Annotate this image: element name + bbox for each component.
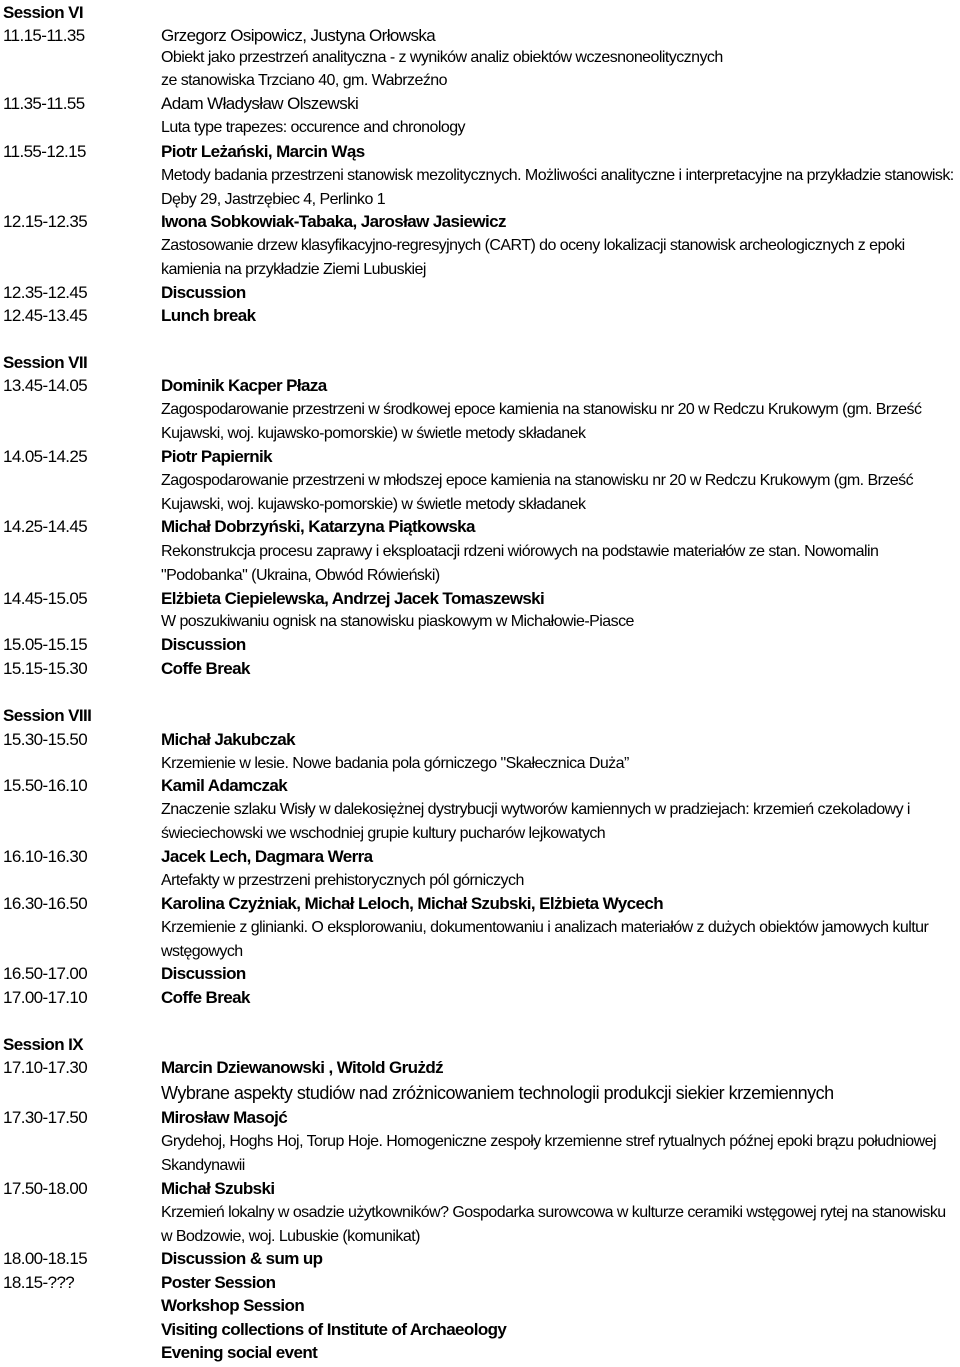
talk-authors: Michał Dobrzyński, Katarzyna Piątkowska	[161, 517, 475, 536]
talk-title: Artefakty w przestrzeni prehistorycznych pól górniczych	[161, 872, 524, 889]
time-slot: 16.10-16.30	[3, 847, 88, 866]
talk-title: Zagospodarowanie przestrzeni w młodszej epoce kamienia na stanowisku nr 20 w Redczu Krukowym (gm. Brześć Kujawski, woj. kujawsko-pomorskie) w świetle metody składanek	[161, 472, 914, 513]
talk-title: Znaczenie szlaku Wisły w dalekosiężnej dystrybucji wytworów kamiennych w pradziejach: krzemień czekoladowy i świeciechowski we wschodniej grupie kultury pucharów lejkowatych	[161, 801, 910, 842]
time-slot: 16.30-16.50	[3, 894, 88, 913]
break-label: Discussion & sum up	[161, 1249, 323, 1268]
talk-authors: Piotr Leżański, Marcin Wąs	[161, 142, 365, 161]
time-slot: 12.35-12.45	[3, 283, 88, 302]
talk-authors: Marcin Dziewanowski , Witold Grużdź	[161, 1058, 444, 1077]
talk-authors: Iwona Sobkowiak-Tabaka, Jarosław Jasiewicz	[161, 212, 506, 231]
talk-title-line: ze stanowiska Trzciano 40, gm. Wabrzeźno	[161, 72, 447, 89]
talk-authors: Jacek Lech, Dagmara Werra	[161, 847, 373, 866]
time-slot: 14.45-15.05	[3, 589, 88, 608]
time-slot: 11.55-12.15	[3, 142, 86, 161]
talk-authors: Karolina Czyżniak, Michał Leloch, Michał Szubski, Elżbieta Wycech	[161, 894, 664, 913]
session-heading: Session VI	[3, 3, 83, 22]
time-slot: 11.35-11.55	[3, 94, 85, 113]
talk-title: Metody badania przestrzeni stanowisk mezolitycznych. Możliwości analityczne i interpretacyjne na przykładzie stanowisk: Dęby 29, Jastrzębiec 4, Perlinko 1	[161, 167, 954, 208]
break-label: Discussion	[161, 635, 246, 654]
talk-authors: Piotr Papiernik	[161, 447, 272, 466]
talk-authors: Dominik Kacper Płaza	[161, 376, 327, 395]
talk-title: Krzemienie z glinianki. O eksplorowaniu, dokumentowaniu i analizach materiałów z dużych obiektów jamowych kultur wstęgowych	[161, 919, 929, 960]
event-label: Poster Session	[161, 1273, 276, 1292]
time-slot: 14.25-14.45	[3, 517, 88, 536]
time-slot: 13.45-14.05	[3, 376, 88, 395]
session-heading: Session IX	[3, 1035, 83, 1054]
time-slot: 12.45-13.45	[3, 306, 88, 325]
time-slot: 18.15-???	[3, 1273, 75, 1292]
talk-title: Grydehoj, Hoghs Hoj, Torup Hoje. Homogeniczne zespoły krzemienne stref rytualnych późnej epoki brązu południowej Skandynawii	[161, 1133, 936, 1174]
time-slot: 11.15-11.35	[3, 26, 85, 45]
talk-authors: Michał Jakubczak	[161, 730, 296, 749]
time-slot: 17.00-17.10	[3, 988, 88, 1007]
talk-title: Zagospodarowanie przestrzeni w środkowej epoce kamienia na stanowisku nr 20 w Redczu Krukowym (gm. Brześć Kujawski, woj. kujawsko-pomorskie) w świetle metody składanek	[161, 401, 922, 442]
time-slot: 17.30-17.50	[3, 1108, 88, 1127]
talk-title: W poszukiwaniu ognisk na stanowisku piaskowym w Michałowie-Piasce	[161, 613, 634, 630]
break-label: Discussion	[161, 283, 246, 302]
talk-title: Luta type trapezes: occurence and chronology	[161, 119, 466, 136]
talk-authors: Mirosław Masojć	[161, 1108, 288, 1127]
break-label: Lunch break	[161, 306, 256, 325]
talk-authors: Kamil Adamczak	[161, 776, 288, 795]
talk-authors: Grzegorz Osipowicz, Justyna Orłowska	[161, 26, 436, 45]
time-slot: 17.50-18.00	[3, 1179, 88, 1198]
session-heading: Session VIII	[3, 706, 92, 725]
time-slot: 15.50-16.10	[3, 776, 88, 795]
talk-authors: Adam Władysław Olszewski	[161, 94, 359, 113]
time-slot: 16.50-17.00	[3, 964, 88, 983]
time-slot: 15.30-15.50	[3, 730, 88, 749]
time-slot: 17.10-17.30	[3, 1058, 88, 1077]
time-slot: 15.15-15.30	[3, 659, 88, 678]
talk-title: Rekonstrukcja procesu zaprawy i eksploatacji rdzeni wiórowych na podstawie materiałów ze stan. Nowomalin "Podobanka" (Ukraina, Obwód Rówieński)	[161, 543, 879, 584]
talk-title: Krzemienie w lesie. Nowe badania pola górniczego "Skałecznica Duża”	[161, 755, 629, 772]
event-label: Workshop Session	[161, 1296, 305, 1315]
time-slot: 12.15-12.35	[3, 212, 88, 231]
talk-authors: Elżbieta Ciepielewska, Andrzej Jacek Tomaszewski	[161, 589, 545, 608]
event-label: Visiting collections of Institute of Archaeology	[161, 1320, 507, 1339]
time-slot: 18.00-18.15	[3, 1249, 88, 1268]
break-label: Discussion	[161, 964, 246, 983]
time-slot: 14.05-14.25	[3, 447, 88, 466]
session-heading: Session VII	[3, 353, 88, 372]
event-label: Evening social event	[161, 1343, 318, 1362]
talk-title: Wybrane aspekty studiów nad zróżnicowaniem technologii produkcji siekier krzemiennych	[161, 1083, 834, 1103]
talk-title: Krzemień lokalny w osadzie użytkowników? Gospodarka surowcowa w kulturze ceramiki wstęgowej rytej na stanowisku w Bodzowie, woj. Lubuskie (komunikat)	[161, 1204, 946, 1245]
break-label: Coffe Break	[161, 659, 250, 678]
break-label: Coffe Break	[161, 988, 250, 1007]
time-slot: 15.05-15.15	[3, 635, 88, 654]
talk-title: Zastosowanie drzew klasyfikacyjno-regresyjnych (CART) do oceny lokalizacji stanowisk archeologicznych z epoki kamienia na przykładzie Ziemi Lubuskiej	[161, 237, 905, 278]
talk-authors: Michał Szubski	[161, 1179, 275, 1198]
talk-title-line: Obiekt jako przestrzeń analityczna - z wyników analiz obiektów wczesnoneolitycznych	[161, 49, 723, 66]
